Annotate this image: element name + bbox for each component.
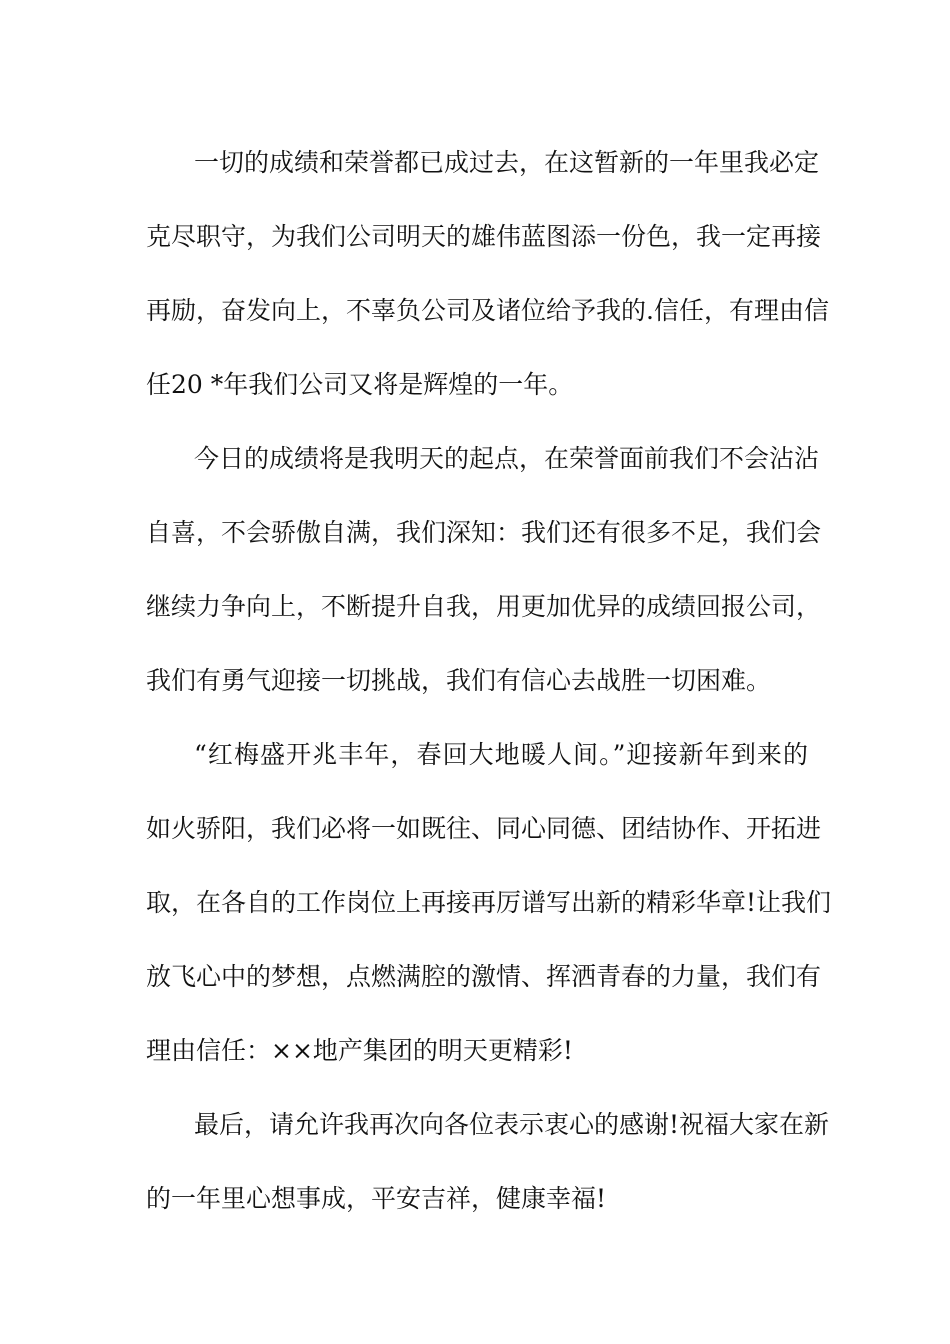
text-line: 今日的成绩将是我明天的起点，在荣誉面前我们不会沾沾 bbox=[194, 444, 820, 473]
text-line: 自喜，不会骄傲自满，我们深知：我们还有很多不足，我们会 bbox=[146, 518, 822, 547]
text-line: 最后，请允许我再次向各位表示衷心的感谢!祝福大家在新 bbox=[194, 1110, 830, 1139]
text-line: 继续力争向上，不断提升自我，用更加优异的成绩回报公司， bbox=[146, 592, 822, 621]
text-line: 一切的成绩和荣誉都已成过去，在这暂新的一年里我必定 bbox=[194, 148, 820, 177]
text-line: 放飞心中的梦想，点燃满腔的激情、挥洒青春的力量，我们有 bbox=[146, 962, 822, 991]
text-line: 如火骄阳，我们必将一如既往、同心同德、团结协作、开拓进 bbox=[146, 814, 822, 843]
text-line: “红梅盛开兆丰年，春回大地暖人间。”迎接新年到来的 bbox=[194, 740, 808, 769]
text-line: 克尽职守，为我们公司明天的雄伟蓝图添一份色，我一定再接 bbox=[146, 222, 822, 251]
paragraph bbox=[146, 422, 822, 718]
text-line: 取，在各自的工作岗位上再接再厉谱写出新的精彩华章!让我们 bbox=[146, 888, 832, 917]
paragraph bbox=[146, 126, 829, 422]
text-line: 任20 *年我们公司又将是辉煌的一年。 bbox=[146, 370, 574, 399]
document-body bbox=[146, 126, 832, 1236]
text-line: 我们有勇气迎接一切挑战，我们有信心去战胜一切困难。 bbox=[146, 666, 772, 695]
text-line: 再励，奋发向上，不辜负公司及诸位给予我的.信任，有理由信 bbox=[146, 296, 829, 325]
text-line: 的一年里心想事成，平安吉祥，健康幸福! bbox=[146, 1184, 607, 1213]
text-line: 理由信任：××地产集团的明天更精彩! bbox=[146, 1036, 573, 1065]
paragraph bbox=[146, 718, 832, 1088]
paragraph bbox=[146, 1088, 830, 1236]
